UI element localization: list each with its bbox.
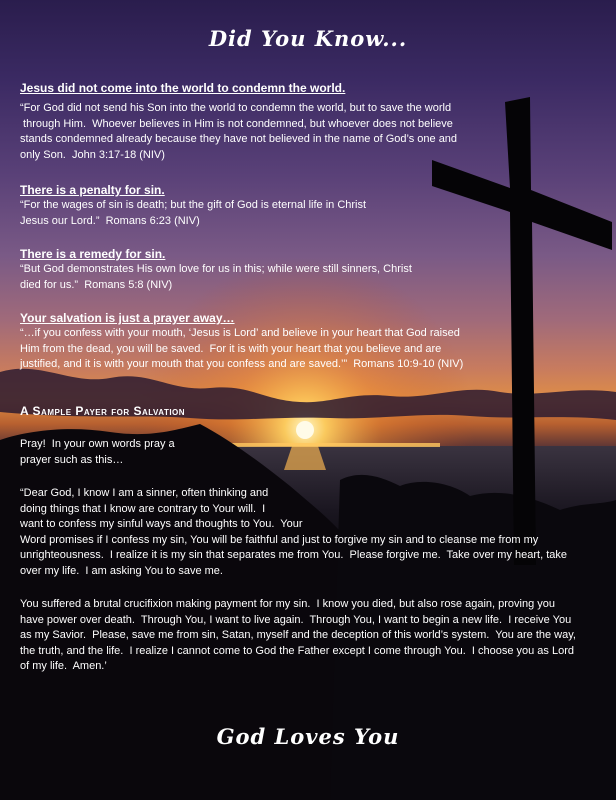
section-heading-condemn: Jesus did not come into the world to condemn the world. — [20, 81, 346, 95]
section-text-condemn: “For God did not send his Son into the world to condemn the world, but to save the world through Him. Whoever believes in Him is not condemned, but whoever does not believe stands condemned already because they have not believed in the name of God’s one and only Son. John 3:17-18 (NIV) — [20, 102, 458, 161]
section-text-remedy: “But God demonstrates His own love for us in this; while were still sinners, Christ died for us.” Romans 5:8 (NIV) — [20, 263, 412, 291]
sun — [296, 421, 314, 439]
section-text-salvation: “…if you confess with your mouth, ‘Jesus is Lord’ and believe in your heart that God raised Him from the dead, you will be saved. For it is with your heart that you believe and are justified, and it is with your mouth that you confess and are saved.’” Romans 10:9-10 (NIV) — [20, 327, 464, 370]
section-heading-salvation: Your salvation is just a prayer away… — [20, 311, 235, 325]
page-title: Did You Know... — [208, 26, 408, 51]
footer-signature: God Loves You — [216, 724, 400, 749]
prayer-paragraph-2: You suffered a brutal crucifixion making payment for my sin. I know you died, but also rose again, proving you have power over death. Through You, I want to live again. Through You, I want to begin a new life. I receive You as my Savior. Please, save me from sin, Satan, myself and the deception of this world’s system. You are the way, the truth, and the life. I realize I cannot come to God the Father except I come through You. I choose you as Lord of my life. Amen.’ — [20, 598, 576, 672]
prayer-paragraph-1: “Dear God, I know I am a sinner, often thinking and doing things that I know are contrary to Your will. I want to confess my sinful ways and thoughts to You. Your Word promises if I confess my sin, You will be faithful and just to forgive my sin and to cleanse me from my unrighteousness. I realize it is my sin that separates me from You. Please forgive me. Take over my heart, take over my life. I am asking You to save me. — [20, 487, 568, 577]
section-heading-penalty: There is a penalty for sin. — [20, 183, 165, 197]
prayer-heading: A Sample Payer for Salvation — [20, 404, 186, 418]
prayer-intro: Pray! In your own words pray a prayer such as this… — [20, 438, 175, 466]
section-heading-remedy: There is a remedy for sin. — [20, 247, 166, 261]
section-text-penalty: “For the wages of sin is death; but the gift of God is eternal life in Christ Jesus our Lord.” Romans 6:23 (NIV) — [20, 199, 367, 227]
